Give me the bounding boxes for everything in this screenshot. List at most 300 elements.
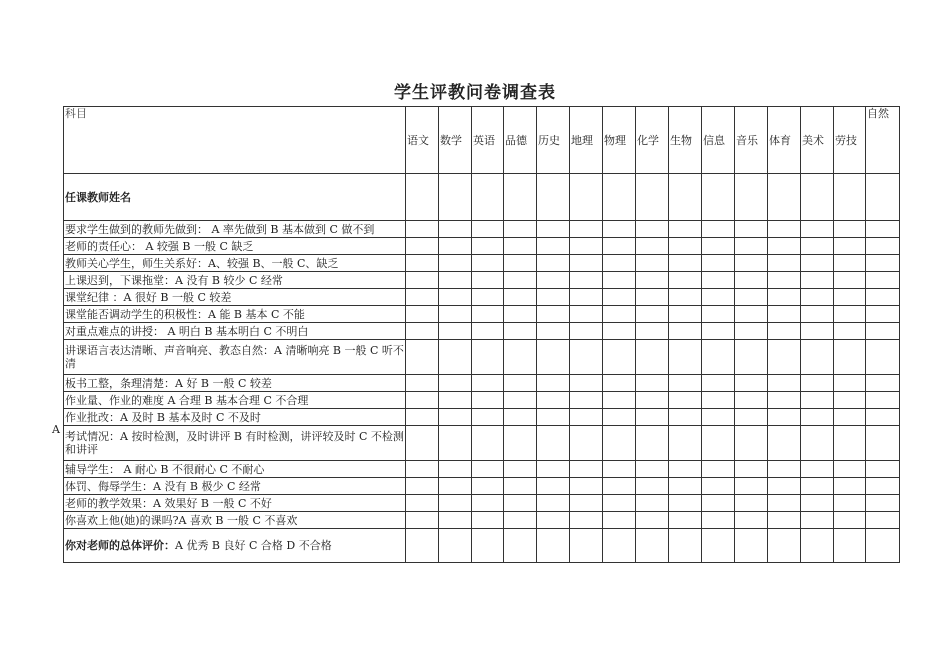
rating-cell[interactable] xyxy=(406,340,439,375)
rating-cell[interactable] xyxy=(801,272,834,289)
rating-cell[interactable] xyxy=(801,306,834,323)
rating-cell[interactable] xyxy=(702,255,735,272)
rating-cell[interactable] xyxy=(866,375,900,392)
rating-cell[interactable] xyxy=(669,272,702,289)
question-row xyxy=(64,478,900,495)
rating-cell[interactable] xyxy=(669,289,702,306)
rating-cell[interactable] xyxy=(669,221,702,238)
rating-cell[interactable] xyxy=(570,272,603,289)
rating-cell[interactable] xyxy=(636,512,669,529)
rating-cell[interactable] xyxy=(636,221,669,238)
rating-cell[interactable] xyxy=(439,255,472,272)
rating-cell[interactable] xyxy=(537,512,570,529)
rating-cell[interactable] xyxy=(834,461,866,478)
rating-cell[interactable] xyxy=(801,512,834,529)
rating-cell[interactable] xyxy=(834,375,866,392)
rating-cell[interactable] xyxy=(537,272,570,289)
rating-cell[interactable] xyxy=(504,238,537,255)
subject-header-cell: 物理 xyxy=(603,107,636,174)
rating-cell[interactable] xyxy=(669,409,702,426)
rating-cell[interactable] xyxy=(439,272,472,289)
rating-cell[interactable] xyxy=(472,238,504,255)
rating-cell[interactable] xyxy=(702,409,735,426)
rating-cell[interactable] xyxy=(603,238,636,255)
rating-cell[interactable] xyxy=(834,238,866,255)
rating-cell[interactable] xyxy=(439,238,472,255)
subject-corner-label: 科目 xyxy=(64,107,406,174)
subject-header-cell: 音乐 xyxy=(735,107,768,174)
rating-cell[interactable] xyxy=(439,512,472,529)
rating-cell[interactable] xyxy=(702,174,735,221)
rating-cell[interactable] xyxy=(504,289,537,306)
rating-cell[interactable] xyxy=(669,478,702,495)
rating-cell[interactable] xyxy=(866,323,900,340)
rating-cell[interactable] xyxy=(702,426,735,461)
rating-cell[interactable] xyxy=(472,340,504,375)
rating-cell[interactable] xyxy=(801,495,834,512)
rating-cell[interactable] xyxy=(735,272,768,289)
rating-cell[interactable] xyxy=(735,238,768,255)
rating-cell[interactable] xyxy=(801,426,834,461)
rating-cell[interactable] xyxy=(702,478,735,495)
rating-cell[interactable] xyxy=(768,426,801,461)
rating-cell[interactable] xyxy=(735,392,768,409)
rating-cell[interactable] xyxy=(603,495,636,512)
rating-cell[interactable] xyxy=(504,426,537,461)
rating-cell[interactable] xyxy=(834,289,866,306)
rating-cell[interactable] xyxy=(603,375,636,392)
rating-cell[interactable] xyxy=(439,174,472,221)
rating-cell[interactable] xyxy=(801,340,834,375)
rating-cell[interactable] xyxy=(735,478,768,495)
rating-cell[interactable] xyxy=(504,409,537,426)
rating-cell[interactable] xyxy=(669,392,702,409)
rating-cell[interactable] xyxy=(537,478,570,495)
rating-cell[interactable] xyxy=(603,272,636,289)
rating-cell[interactable] xyxy=(636,238,669,255)
rating-cell[interactable] xyxy=(866,512,900,529)
subject-header-cell: 英语 xyxy=(472,107,504,174)
rating-cell[interactable] xyxy=(768,512,801,529)
rating-cell[interactable] xyxy=(834,392,866,409)
rating-cell[interactable] xyxy=(570,221,603,238)
rating-cell[interactable] xyxy=(439,340,472,375)
rating-cell[interactable] xyxy=(768,174,801,221)
rating-cell[interactable] xyxy=(636,306,669,323)
rating-cell[interactable] xyxy=(636,289,669,306)
rating-cell[interactable] xyxy=(801,255,834,272)
rating-cell[interactable] xyxy=(768,340,801,375)
rating-cell[interactable] xyxy=(537,340,570,375)
rating-cell[interactable] xyxy=(834,426,866,461)
rating-cell[interactable] xyxy=(537,409,570,426)
rating-cell[interactable] xyxy=(735,529,768,563)
rating-cell[interactable] xyxy=(537,529,570,563)
rating-cell[interactable] xyxy=(472,306,504,323)
rating-cell[interactable] xyxy=(603,529,636,563)
rating-cell[interactable] xyxy=(504,340,537,375)
rating-cell[interactable] xyxy=(636,375,669,392)
rating-cell[interactable] xyxy=(801,375,834,392)
rating-cell[interactable] xyxy=(834,512,866,529)
rating-cell[interactable] xyxy=(735,340,768,375)
rating-cell[interactable] xyxy=(636,529,669,563)
rating-cell[interactable] xyxy=(801,478,834,495)
rating-cell[interactable] xyxy=(669,174,702,221)
rating-cell[interactable] xyxy=(801,529,834,563)
rating-cell[interactable] xyxy=(866,238,900,255)
rating-cell[interactable] xyxy=(768,255,801,272)
rating-cell[interactable] xyxy=(669,375,702,392)
rating-cell[interactable] xyxy=(504,529,537,563)
rating-cell[interactable] xyxy=(406,495,439,512)
rating-cell[interactable] xyxy=(735,495,768,512)
rating-cell[interactable] xyxy=(702,221,735,238)
rating-cell[interactable] xyxy=(603,340,636,375)
rating-cell[interactable] xyxy=(570,495,603,512)
question-row xyxy=(64,426,900,461)
rating-cell[interactable] xyxy=(735,512,768,529)
rating-cell[interactable] xyxy=(537,238,570,255)
rating-cell[interactable] xyxy=(406,426,439,461)
rating-cell[interactable] xyxy=(472,221,504,238)
page-title: 学生评教问卷调查表 xyxy=(394,83,556,103)
rating-cell[interactable] xyxy=(768,306,801,323)
rating-cell[interactable] xyxy=(735,221,768,238)
rating-cell[interactable] xyxy=(866,495,900,512)
rating-cell[interactable] xyxy=(735,409,768,426)
rating-cell[interactable] xyxy=(537,495,570,512)
rating-cell[interactable] xyxy=(570,512,603,529)
rating-cell[interactable] xyxy=(439,426,472,461)
rating-cell[interactable] xyxy=(537,392,570,409)
rating-cell[interactable] xyxy=(834,174,866,221)
rating-cell[interactable] xyxy=(406,174,439,221)
rating-cell[interactable] xyxy=(735,255,768,272)
rating-cell[interactable] xyxy=(636,323,669,340)
rating-cell[interactable] xyxy=(768,272,801,289)
rating-cell[interactable] xyxy=(439,495,472,512)
rating-cell[interactable] xyxy=(472,375,504,392)
subject-header-cell: 地理 xyxy=(570,107,603,174)
rating-cell[interactable] xyxy=(472,529,504,563)
rating-cell[interactable] xyxy=(537,174,570,221)
rating-cell[interactable] xyxy=(834,272,866,289)
rating-cell[interactable] xyxy=(768,221,801,238)
rating-cell[interactable] xyxy=(768,375,801,392)
rating-cell[interactable] xyxy=(866,255,900,272)
rating-cell[interactable] xyxy=(768,289,801,306)
rating-cell[interactable] xyxy=(702,238,735,255)
rating-cell[interactable] xyxy=(834,529,866,563)
rating-cell[interactable] xyxy=(801,392,834,409)
rating-cell[interactable] xyxy=(472,323,504,340)
rating-cell[interactable] xyxy=(866,529,900,563)
rating-cell[interactable] xyxy=(801,409,834,426)
rating-cell[interactable] xyxy=(735,375,768,392)
rating-cell[interactable] xyxy=(866,340,900,375)
rating-cell[interactable] xyxy=(537,289,570,306)
rating-cell[interactable] xyxy=(801,238,834,255)
rating-cell[interactable] xyxy=(702,529,735,563)
rating-cell[interactable] xyxy=(834,323,866,340)
rating-cell[interactable] xyxy=(636,174,669,221)
rating-cell[interactable] xyxy=(406,323,439,340)
rating-cell[interactable] xyxy=(669,529,702,563)
rating-cell[interactable] xyxy=(702,392,735,409)
rating-cell[interactable] xyxy=(439,375,472,392)
rating-cell[interactable] xyxy=(834,478,866,495)
rating-cell[interactable] xyxy=(636,478,669,495)
rating-cell[interactable] xyxy=(570,409,603,426)
question-text: 老师的责任心： A 较强 B 一般 C 缺乏 xyxy=(64,238,406,255)
rating-cell[interactable] xyxy=(504,495,537,512)
rating-cell[interactable] xyxy=(406,255,439,272)
rating-cell[interactable] xyxy=(768,409,801,426)
rating-cell[interactable] xyxy=(866,461,900,478)
question-row xyxy=(64,238,900,255)
rating-cell[interactable] xyxy=(570,255,603,272)
question-row xyxy=(64,255,900,272)
rating-cell[interactable] xyxy=(472,495,504,512)
rating-cell[interactable] xyxy=(669,495,702,512)
rating-cell[interactable] xyxy=(702,340,735,375)
rating-cell[interactable] xyxy=(702,461,735,478)
rating-cell[interactable] xyxy=(636,272,669,289)
rating-cell[interactable] xyxy=(570,478,603,495)
rating-cell[interactable] xyxy=(603,323,636,340)
rating-cell[interactable] xyxy=(472,461,504,478)
rating-cell[interactable] xyxy=(669,323,702,340)
question-text: 板书工整，条理清楚：A 好 B 一般 C 较差 xyxy=(64,375,406,392)
rating-cell[interactable] xyxy=(834,340,866,375)
rating-cell[interactable] xyxy=(669,238,702,255)
rating-cell[interactable] xyxy=(768,392,801,409)
rating-cell[interactable] xyxy=(570,375,603,392)
rating-cell[interactable] xyxy=(866,392,900,409)
rating-cell[interactable] xyxy=(669,306,702,323)
rating-cell[interactable] xyxy=(669,461,702,478)
rating-cell[interactable] xyxy=(570,340,603,375)
rating-cell[interactable] xyxy=(735,289,768,306)
rating-cell[interactable] xyxy=(472,409,504,426)
rating-cell[interactable] xyxy=(472,512,504,529)
rating-cell[interactable] xyxy=(636,392,669,409)
rating-cell[interactable] xyxy=(866,426,900,461)
rating-cell[interactable] xyxy=(636,426,669,461)
rating-cell[interactable] xyxy=(406,512,439,529)
rating-cell[interactable] xyxy=(439,478,472,495)
rating-cell[interactable] xyxy=(669,512,702,529)
rating-cell[interactable] xyxy=(406,221,439,238)
rating-cell[interactable] xyxy=(570,392,603,409)
rating-cell[interactable] xyxy=(702,375,735,392)
rating-cell[interactable] xyxy=(504,255,537,272)
rating-cell[interactable] xyxy=(603,409,636,426)
rating-cell[interactable] xyxy=(603,478,636,495)
rating-cell[interactable] xyxy=(406,392,439,409)
rating-cell[interactable] xyxy=(834,409,866,426)
subject-header-row xyxy=(64,107,900,174)
rating-cell[interactable] xyxy=(537,426,570,461)
rating-cell[interactable] xyxy=(735,426,768,461)
rating-cell[interactable] xyxy=(472,272,504,289)
rating-cell[interactable] xyxy=(603,512,636,529)
overall-cell xyxy=(64,529,406,563)
rating-cell[interactable] xyxy=(669,340,702,375)
question-text: 辅导学生： A 耐心 B 不很耐心 C 不耐心 xyxy=(64,461,406,478)
rating-cell[interactable] xyxy=(504,221,537,238)
rating-cell[interactable] xyxy=(570,174,603,221)
rating-cell[interactable] xyxy=(603,221,636,238)
question-row xyxy=(64,495,900,512)
rating-cell[interactable] xyxy=(472,174,504,221)
rating-cell[interactable] xyxy=(636,409,669,426)
rating-cell[interactable] xyxy=(866,478,900,495)
question-text: 体罚、侮辱学生：A 没有 B 极少 C 经常 xyxy=(64,478,406,495)
rating-cell[interactable] xyxy=(669,426,702,461)
rating-cell[interactable] xyxy=(504,375,537,392)
rating-cell[interactable] xyxy=(768,495,801,512)
rating-cell[interactable] xyxy=(735,306,768,323)
rating-cell[interactable] xyxy=(504,272,537,289)
rating-cell[interactable] xyxy=(702,272,735,289)
rating-cell[interactable] xyxy=(801,289,834,306)
rating-cell[interactable] xyxy=(636,495,669,512)
rating-cell[interactable] xyxy=(768,461,801,478)
rating-cell[interactable] xyxy=(768,238,801,255)
rating-cell[interactable] xyxy=(439,323,472,340)
rating-cell[interactable] xyxy=(735,174,768,221)
rating-cell[interactable] xyxy=(439,289,472,306)
rating-cell[interactable] xyxy=(537,323,570,340)
rating-cell[interactable] xyxy=(472,289,504,306)
rating-cell[interactable] xyxy=(472,255,504,272)
rating-cell[interactable] xyxy=(702,306,735,323)
rating-cell[interactable] xyxy=(406,375,439,392)
rating-cell[interactable] xyxy=(866,174,900,221)
rating-cell[interactable] xyxy=(406,272,439,289)
rating-cell[interactable] xyxy=(537,255,570,272)
rating-cell[interactable] xyxy=(702,512,735,529)
rating-cell[interactable] xyxy=(669,255,702,272)
rating-cell[interactable] xyxy=(406,409,439,426)
rating-cell[interactable] xyxy=(866,306,900,323)
rating-cell[interactable] xyxy=(439,221,472,238)
rating-cell[interactable] xyxy=(603,306,636,323)
side-mark: A xyxy=(52,423,60,436)
rating-cell[interactable] xyxy=(702,289,735,306)
rating-cell[interactable] xyxy=(801,174,834,221)
rating-cell[interactable] xyxy=(636,255,669,272)
rating-cell[interactable] xyxy=(537,461,570,478)
rating-cell[interactable] xyxy=(472,478,504,495)
rating-cell[interactable] xyxy=(570,289,603,306)
rating-cell[interactable] xyxy=(834,221,866,238)
rating-cell[interactable] xyxy=(866,409,900,426)
question-row xyxy=(64,323,900,340)
rating-cell[interactable] xyxy=(768,529,801,563)
rating-cell[interactable] xyxy=(735,323,768,340)
rating-cell[interactable] xyxy=(504,174,537,221)
rating-cell[interactable] xyxy=(504,461,537,478)
rating-cell[interactable] xyxy=(866,289,900,306)
rating-cell[interactable] xyxy=(768,478,801,495)
question-text: 老师的教学效果：A 效果好 B 一般 C 不好 xyxy=(64,495,406,512)
rating-cell[interactable] xyxy=(406,238,439,255)
rating-cell[interactable] xyxy=(504,306,537,323)
question-text: 要求学生做到的教师先做到： A 率先做到 B 基本做到 C 做不到 xyxy=(64,221,406,238)
question-row xyxy=(64,512,900,529)
rating-cell[interactable] xyxy=(603,426,636,461)
rating-cell[interactable] xyxy=(406,461,439,478)
rating-cell[interactable] xyxy=(406,306,439,323)
question-row xyxy=(64,375,900,392)
rating-cell[interactable] xyxy=(801,221,834,238)
rating-cell[interactable] xyxy=(735,461,768,478)
rating-cell[interactable] xyxy=(768,323,801,340)
rating-cell[interactable] xyxy=(504,478,537,495)
rating-cell[interactable] xyxy=(439,306,472,323)
overall-row xyxy=(64,529,900,563)
rating-cell[interactable] xyxy=(834,255,866,272)
rating-cell[interactable] xyxy=(570,461,603,478)
rating-cell[interactable] xyxy=(439,529,472,563)
rating-cell[interactable] xyxy=(439,392,472,409)
rating-cell[interactable] xyxy=(570,426,603,461)
rating-cell[interactable] xyxy=(406,529,439,563)
rating-cell[interactable] xyxy=(866,272,900,289)
rating-cell[interactable] xyxy=(603,289,636,306)
rating-cell[interactable] xyxy=(801,461,834,478)
rating-cell[interactable] xyxy=(603,392,636,409)
rating-cell[interactable] xyxy=(801,323,834,340)
rating-cell[interactable] xyxy=(472,392,504,409)
rating-cell[interactable] xyxy=(603,461,636,478)
rating-cell[interactable] xyxy=(834,495,866,512)
rating-cell[interactable] xyxy=(570,306,603,323)
rating-cell[interactable] xyxy=(504,512,537,529)
rating-cell[interactable] xyxy=(866,221,900,238)
question-text: 上课迟到，下课拖堂：A 没有 B 较少 C 经常 xyxy=(64,272,406,289)
subject-header-cell: 生物 xyxy=(669,107,702,174)
rating-cell[interactable] xyxy=(537,306,570,323)
rating-cell[interactable] xyxy=(702,495,735,512)
rating-cell[interactable] xyxy=(504,323,537,340)
rating-cell[interactable] xyxy=(439,461,472,478)
rating-cell[interactable] xyxy=(570,238,603,255)
rating-cell[interactable] xyxy=(504,392,537,409)
rating-cell[interactable] xyxy=(834,306,866,323)
rating-cell[interactable] xyxy=(603,174,636,221)
rating-cell[interactable] xyxy=(537,375,570,392)
subject-header-cell: 语文 xyxy=(406,107,439,174)
rating-cell[interactable] xyxy=(439,409,472,426)
rating-cell[interactable] xyxy=(472,426,504,461)
rating-cell[interactable] xyxy=(406,289,439,306)
question-row xyxy=(64,221,900,238)
rating-cell[interactable] xyxy=(570,323,603,340)
subject-header-cell: 数学 xyxy=(439,107,472,174)
rating-cell[interactable] xyxy=(406,478,439,495)
rating-cell[interactable] xyxy=(537,221,570,238)
rating-cell[interactable] xyxy=(636,461,669,478)
rating-cell[interactable] xyxy=(603,255,636,272)
subject-header-cell: 美术 xyxy=(801,107,834,174)
rating-cell[interactable] xyxy=(702,323,735,340)
rating-cell[interactable] xyxy=(570,529,603,563)
rating-cell[interactable] xyxy=(636,340,669,375)
